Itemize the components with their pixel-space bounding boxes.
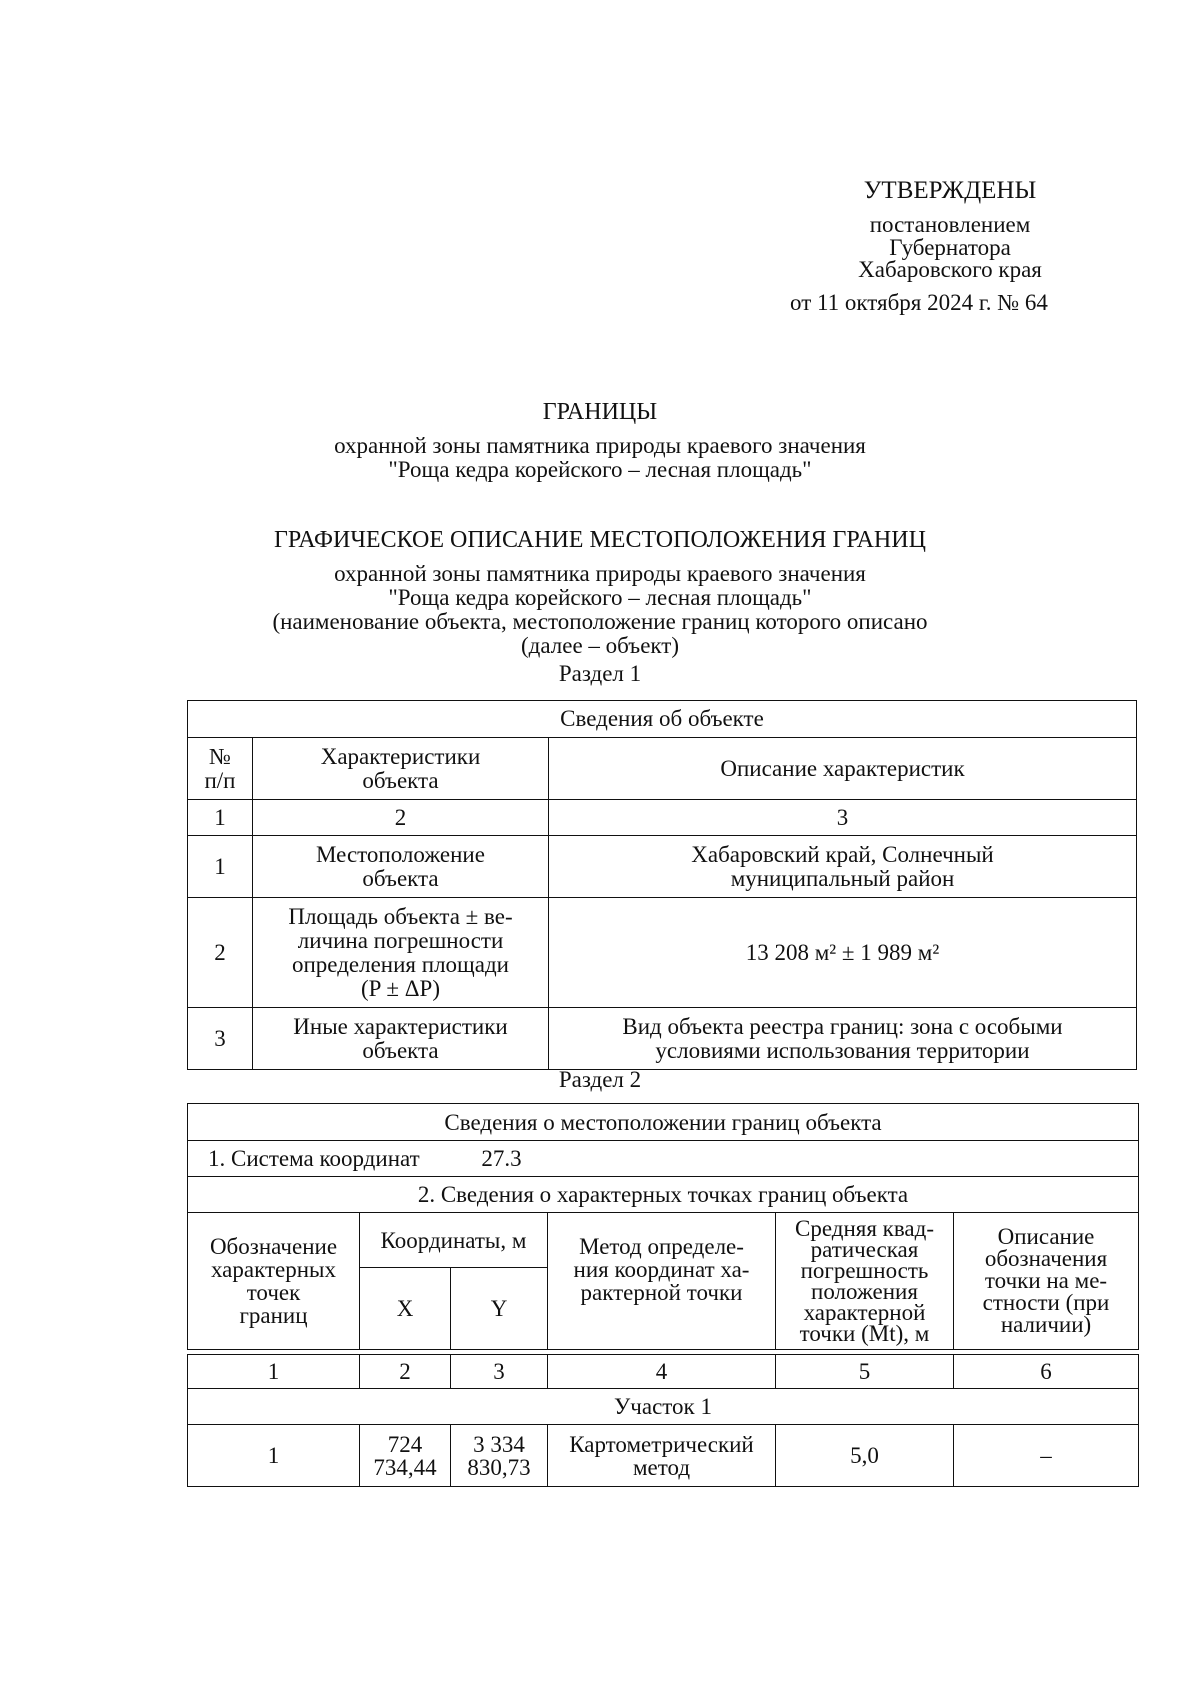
header-method — [548, 1213, 776, 1350]
col-number: 3 — [549, 800, 1137, 836]
cell-line: метод — [632, 1454, 691, 1480]
cell-line: 724 — [387, 1431, 423, 1457]
doc-title-heading: ГРАНИЦЫ — [542, 399, 658, 425]
col-number: 1 — [188, 1355, 360, 1389]
graphic-title-heading: ГРАФИЧЕСКОЕ ОПИСАНИЕ МЕСТОПОЛОЖЕНИЯ ГРАНИЦ — [274, 527, 926, 553]
col-number: 3 — [451, 1355, 548, 1389]
header-line: характерной — [803, 1300, 926, 1325]
header-line: ратическая — [810, 1237, 919, 1262]
row-name — [253, 898, 549, 1008]
cell-line: 3 334 — [473, 1431, 525, 1457]
table-row — [188, 1008, 1137, 1070]
header-num — [188, 738, 253, 800]
header-line: Характеристики — [320, 743, 481, 769]
coord-y — [451, 1425, 548, 1487]
approval-date: от 11 октября 2024 г. № 64 — [790, 290, 1048, 315]
cell-line: личина погрешности — [297, 927, 504, 953]
row-desc — [549, 1008, 1137, 1070]
table-title: Сведения об объекте — [188, 701, 1137, 738]
header-description — [954, 1213, 1139, 1350]
header-line: Средняя квад- — [795, 1216, 934, 1241]
header-line: обозначения — [984, 1246, 1108, 1271]
error-value: 5,0 — [776, 1425, 954, 1487]
header-num-line: № — [209, 743, 231, 769]
header-num-line: п/п — [204, 767, 236, 793]
col-number: 4 — [548, 1355, 776, 1389]
header-line: Описание — [997, 1224, 1095, 1249]
header-line: стности (при — [982, 1290, 1110, 1315]
coordinate-system-value: 27.3 — [481, 1146, 522, 1171]
cell-line: Местоположение — [316, 841, 485, 867]
section-2-label: Раздел 2 — [558, 1067, 642, 1092]
boundary-location-table — [187, 1103, 1139, 1487]
point-description: – — [954, 1425, 1139, 1487]
row-num: 1 — [188, 836, 253, 898]
header-line: погрешность — [800, 1258, 929, 1283]
doc-title-line-2: "Роща кедра корейского – лесная площадь" — [388, 457, 812, 482]
table-title: Сведения о местоположении границ объекта — [188, 1104, 1139, 1141]
header-coords: Координаты, м — [360, 1213, 548, 1268]
approval-block — [770, 178, 1130, 282]
approval-line-1: постановлением — [869, 212, 1031, 237]
coord-x — [360, 1425, 451, 1487]
header-line: наличии) — [1000, 1312, 1092, 1337]
approval-line-3: Хабаровского края — [858, 257, 1042, 282]
cell-line: Хабаровский край, Солнечный — [691, 841, 994, 867]
method — [548, 1425, 776, 1487]
row-name — [253, 1008, 549, 1070]
header-line: положения — [811, 1279, 918, 1304]
approval-line-2: Губернатора — [889, 235, 1011, 260]
cell-line: условиями использования территории — [655, 1037, 1030, 1063]
col-number: 1 — [188, 800, 253, 836]
cell-line: муниципальный район — [730, 865, 955, 891]
col-number: 6 — [954, 1355, 1139, 1389]
row-desc: 13 208 м² ± 1 989 м² — [549, 898, 1137, 1008]
section-1-label: Раздел 1 — [558, 661, 642, 686]
graphic-title-line-3: (наименование объекта, местоположение границ которого описано — [272, 609, 928, 634]
doc-title-line-1: охранной зоны памятника природы краевого значения — [334, 433, 866, 458]
header-line: точки на ме- — [984, 1268, 1108, 1293]
header-line: Обозначение — [209, 1234, 338, 1259]
cell-line: (P ± ΔP) — [361, 975, 440, 1001]
cell-line: Площадь объекта ± ве- — [288, 903, 513, 929]
header-characteristic — [253, 738, 549, 800]
col-number: 2 — [360, 1355, 451, 1389]
coordinate-system — [188, 1141, 1139, 1177]
cell-line: 734,44 — [373, 1454, 437, 1480]
row-num: 2 — [188, 898, 253, 1008]
cell-line: объекта — [362, 865, 439, 891]
row-name — [253, 836, 549, 898]
table-row — [188, 836, 1137, 898]
cell-line: определения площади — [292, 951, 509, 977]
coordinate-system-label: 1. Система координат — [208, 1146, 420, 1171]
header-line: рактерной точки — [580, 1280, 743, 1305]
table-row — [188, 898, 1137, 1008]
header-line: границ — [239, 1303, 308, 1328]
header-error — [776, 1213, 954, 1350]
object-info-table — [187, 700, 1137, 1070]
header-point — [188, 1213, 360, 1350]
row-desc — [549, 836, 1137, 898]
graphic-title-line-1: охранной зоны памятника природы краевого значения — [334, 561, 866, 586]
header-line: точки (Mt), м — [799, 1321, 930, 1346]
graphic-title-line-2: "Роща кедра корейского – лесная площадь" — [388, 585, 812, 610]
header-y: Y — [451, 1268, 548, 1350]
points-title: 2. Сведения о характерных точках границ объекта — [188, 1177, 1139, 1213]
table-row — [188, 1425, 1139, 1487]
header-line: ния координат ха- — [573, 1257, 750, 1282]
header-line: характерных — [210, 1257, 336, 1282]
approval-heading: УТВЕРЖДЕНЫ — [863, 177, 1037, 204]
point-id: 1 — [188, 1425, 360, 1487]
cell-line: объекта — [362, 1037, 439, 1063]
header-line: Метод определе- — [579, 1234, 744, 1259]
row-num: 3 — [188, 1008, 253, 1070]
cell-line: Вид объекта реестра границ: зона с особыми — [622, 1013, 1063, 1039]
cell-line: Картометрический — [569, 1431, 754, 1457]
col-number: 2 — [253, 800, 549, 836]
doc-title — [0, 400, 1200, 482]
col-number: 5 — [776, 1355, 954, 1389]
header-x: X — [360, 1268, 451, 1350]
cell-line: Иные характеристики — [293, 1013, 508, 1039]
cell-line: 830,73 — [467, 1454, 531, 1480]
graphic-title-line-4: (далее – объект) — [521, 633, 679, 658]
graphic-title — [0, 528, 1200, 658]
header-line: точек — [246, 1280, 301, 1305]
plot-label: Участок 1 — [188, 1389, 1139, 1425]
header-description: Описание характеристик — [549, 738, 1137, 800]
header-line: объекта — [362, 767, 439, 793]
